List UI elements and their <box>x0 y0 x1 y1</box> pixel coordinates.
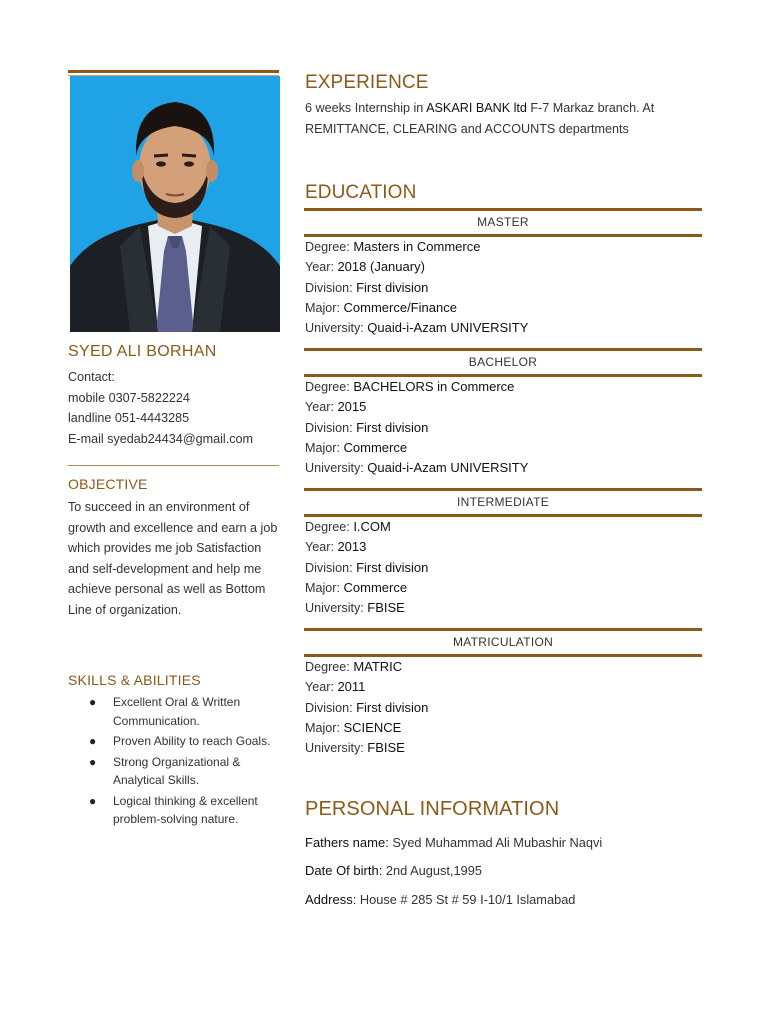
address-label: Address: <box>305 892 357 907</box>
university-value: FBISE <box>367 740 405 756</box>
degree-value: I.COM <box>353 519 391 534</box>
dob-label: Date Of birth: <box>305 863 383 878</box>
father-name-row <box>305 835 602 850</box>
father-name-label: Fathers name: <box>305 835 389 850</box>
university-label: University: <box>305 741 368 756</box>
university-value: Quaid-i-Azam UNIVERSITY <box>367 460 529 476</box>
university-value: FBISE <box>367 600 405 616</box>
dob-row <box>305 863 482 878</box>
university-value: Quaid-i-Azam UNIVERSITY <box>367 320 529 336</box>
contact-label: Contact: <box>68 370 115 384</box>
skill-item <box>68 753 283 790</box>
landline-number: landline 051-4443285 <box>68 411 190 425</box>
degree-label: Degree: <box>305 240 354 254</box>
skills-list <box>68 693 283 830</box>
division-value: First division <box>356 279 429 295</box>
year-value: 2018 (January) <box>337 259 425 275</box>
address-row <box>305 892 575 907</box>
division-label: Division: <box>305 420 357 435</box>
university-label: University: <box>305 321 368 336</box>
education-entry-intermediate <box>305 517 705 618</box>
major-value: Commerce <box>343 439 408 455</box>
mobile-number: mobile 0307-5822224 <box>68 390 190 405</box>
address-value: House # 285 St # 59 I-10/1 Islamabad <box>356 892 576 907</box>
year-value: 2013 <box>337 539 367 555</box>
bullet-icon: ● <box>89 754 97 769</box>
major-value: SCIENCE <box>343 719 402 735</box>
objective-text: To succeed in an environment of growth and excellence and earn a job which provides me job Satisfaction and self-development and help me achieve personal as well as Bottom Line of organization. <box>68 500 278 617</box>
year-value: 2011 <box>337 679 366 695</box>
experience-suffix: F-7 Markaz branch. At REMITTANCE, CLEARING and ACCOUNTS departments <box>305 101 655 136</box>
degree-value: MATRIC <box>353 659 403 674</box>
major-label: Major: <box>305 580 344 595</box>
education-level-heading: INTERMEDIATE <box>456 495 550 509</box>
photo-top-rule <box>68 70 279 73</box>
left-divider <box>68 465 279 466</box>
division-label: Division: <box>305 280 357 295</box>
skill-text: Logical thinking & excellent problem-solving nature. <box>113 793 258 826</box>
personal-info-heading: PERSONAL INFORMATION <box>305 798 560 820</box>
division-value: First division <box>356 699 429 715</box>
skill-item <box>68 732 283 751</box>
education-level-heading: MATRICULATION <box>452 635 554 649</box>
objective-heading: OBJECTIVE <box>68 476 148 492</box>
major-value: Commerce <box>343 579 408 595</box>
university-label: University: <box>305 601 368 616</box>
year-label: Year: <box>305 260 338 275</box>
major-label: Major: <box>305 720 344 735</box>
division-label: Division: <box>305 560 357 575</box>
education-entry-master <box>305 237 705 338</box>
degree-label: Degree: <box>305 380 354 394</box>
education-level-heading: MASTER <box>477 215 529 229</box>
experience-bank: ASKARI BANK ltd <box>426 101 527 115</box>
year-label: Year: <box>305 400 338 415</box>
year-value: 2015 <box>337 399 367 415</box>
major-label: Major: <box>305 300 344 315</box>
skill-item <box>68 792 283 829</box>
division-value: First division <box>356 559 429 575</box>
education-entry-matriculation <box>305 657 705 758</box>
experience-text <box>305 98 705 140</box>
division-value: First division <box>356 419 429 435</box>
education-rule <box>304 208 702 211</box>
major-label: Major: <box>305 440 344 455</box>
major-value: Commerce/Finance <box>343 299 457 315</box>
skill-text: Strong Organizational & Analytical Skills. <box>113 754 241 787</box>
degree-value: Masters in Commerce <box>353 239 481 254</box>
bullet-icon: ● <box>89 734 97 748</box>
degree-label: Degree: <box>305 660 354 674</box>
education-entry-bachelor <box>305 377 705 478</box>
year-label: Year: <box>305 540 338 555</box>
education-rule <box>304 488 702 491</box>
skills-heading: SKILLS & ABILITIES <box>68 672 201 688</box>
education-rule <box>304 628 702 631</box>
skill-item <box>68 693 283 730</box>
experience-prefix: 6 weeks Internship in <box>305 101 427 115</box>
experience-heading: EXPERIENCE <box>305 72 429 93</box>
education-rule <box>304 348 702 351</box>
university-label: University: <box>305 461 368 476</box>
bullet-icon: ● <box>89 695 97 709</box>
father-name-value: Syed Muhammad Ali Mubashir Naqvi <box>388 835 603 850</box>
contact-info <box>68 367 283 449</box>
year-label: Year: <box>305 680 338 695</box>
division-label: Division: <box>305 700 357 715</box>
skill-text: Excellent Oral & Written Communication. <box>113 695 241 728</box>
email-address: E-mail syedab24434@gmail.com <box>68 431 253 446</box>
degree-value: BACHELORS in Commerce <box>353 379 515 394</box>
candidate-name: SYED ALI BORHAN <box>68 343 217 360</box>
degree-label: Degree: <box>305 520 354 534</box>
skill-text: Proven Ability to reach Goals. <box>113 734 271 748</box>
dob-value: 2nd August,1995 <box>382 863 482 878</box>
education-heading: EDUCATION <box>305 182 417 203</box>
profile-photo <box>70 76 280 332</box>
bullet-icon: ● <box>89 793 97 808</box>
education-level-heading: BACHELOR <box>468 355 538 369</box>
